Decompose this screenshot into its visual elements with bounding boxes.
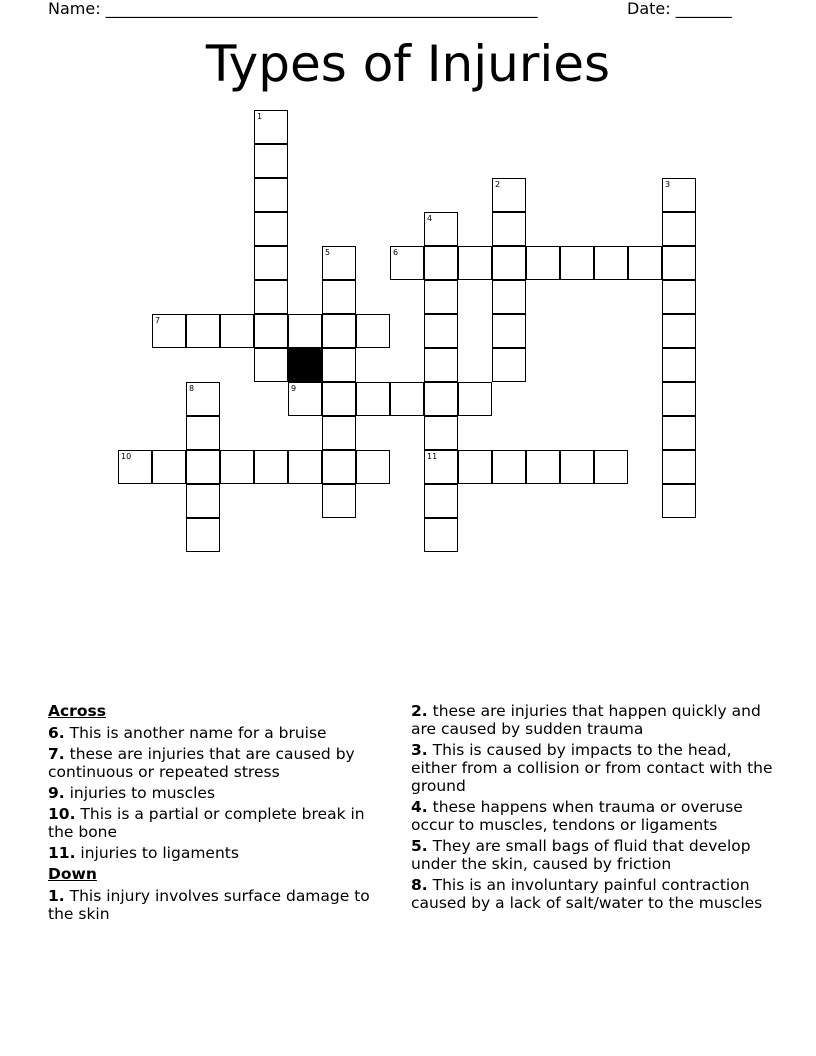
grid-cell[interactable]: [424, 484, 458, 518]
grid-cell[interactable]: [254, 246, 288, 280]
clue-number: 11.: [48, 844, 76, 862]
clue-number: 5.: [411, 837, 428, 855]
clue-number: 9.: [48, 784, 65, 802]
clue-down-4: [411, 798, 776, 834]
grid-cell[interactable]: [662, 246, 696, 280]
grid-cell[interactable]: [424, 246, 458, 280]
grid-cell[interactable]: [322, 246, 356, 280]
grid-cell[interactable]: [186, 382, 220, 416]
grid-cell[interactable]: [492, 280, 526, 314]
clue-down-8: [411, 876, 776, 912]
clue-text: They are small bags of fluid that develop under the skin, caused by friction: [411, 837, 751, 873]
grid-cell[interactable]: [492, 348, 526, 382]
grid-cell[interactable]: [254, 314, 288, 348]
clue-text: these happens when trauma or overuse occur to muscles, tendons or ligaments: [411, 798, 743, 834]
grid-cell[interactable]: [322, 280, 356, 314]
grid-cell[interactable]: [662, 212, 696, 246]
grid-cell[interactable]: [152, 450, 186, 484]
clue-number: 8.: [411, 876, 428, 894]
date-field[interactable]: Date: _______: [627, 0, 732, 18]
grid-cell[interactable]: [526, 450, 560, 484]
grid-cell[interactable]: [186, 416, 220, 450]
clue-number-label: 3: [665, 180, 671, 189]
grid-cell[interactable]: [254, 110, 288, 144]
grid-cell[interactable]: [424, 416, 458, 450]
grid-cell[interactable]: [390, 382, 424, 416]
grid-cell[interactable]: [220, 314, 254, 348]
clue-number: 7.: [48, 745, 65, 763]
page-title: Types of Injuries: [205, 35, 611, 93]
clue-text: This is caused by impacts to the head, either from a collision or from contact with the ground: [411, 741, 773, 795]
grid-cell[interactable]: [254, 348, 288, 382]
grid-cell[interactable]: [662, 382, 696, 416]
grid-cell[interactable]: [424, 382, 458, 416]
grid-cell[interactable]: [662, 178, 696, 212]
grid-cell[interactable]: [390, 246, 424, 280]
grid-cell[interactable]: [186, 484, 220, 518]
grid-cell[interactable]: [424, 212, 458, 246]
clue-across-11: [48, 844, 393, 862]
grid-cell[interactable]: [220, 450, 254, 484]
grid-cell[interactable]: [288, 314, 322, 348]
grid-cell[interactable]: [662, 280, 696, 314]
grid-cell[interactable]: [560, 450, 594, 484]
clue-across-7: [48, 745, 393, 781]
grid-cell[interactable]: [560, 246, 594, 280]
grid-cell[interactable]: [356, 450, 390, 484]
clue-number-label: 6: [393, 248, 399, 257]
clue-number-label: 10: [121, 452, 132, 461]
clue-number: 3.: [411, 741, 428, 759]
grid-cell[interactable]: [118, 450, 152, 484]
clue-number-label: 5: [325, 248, 331, 257]
grid-cell[interactable]: [186, 314, 220, 348]
clue-down-5: [411, 837, 776, 873]
grid-cell[interactable]: [322, 382, 356, 416]
grid-cell[interactable]: [186, 450, 220, 484]
grid-cell[interactable]: [628, 246, 662, 280]
clue-across-9: [48, 784, 393, 802]
clue-number-label: 7: [155, 316, 161, 325]
grid-cell[interactable]: [662, 484, 696, 518]
grid-cell[interactable]: [458, 246, 492, 280]
grid-cell[interactable]: [424, 348, 458, 382]
grid-cell[interactable]: [424, 518, 458, 552]
grid-cell[interactable]: [492, 212, 526, 246]
grid-cell[interactable]: [492, 314, 526, 348]
grid-cell[interactable]: [152, 314, 186, 348]
clue-text: This is a partial or complete break in the bone: [48, 805, 365, 841]
grid-cell[interactable]: [254, 450, 288, 484]
blocked-cell: [288, 348, 322, 382]
clue-across-10: [48, 805, 393, 841]
clue-across-6: [48, 724, 393, 742]
clue-number: 2.: [411, 702, 428, 720]
down-heading: Down: [48, 865, 97, 883]
grid-cell[interactable]: [662, 416, 696, 450]
grid-cell[interactable]: [254, 178, 288, 212]
grid-cell[interactable]: [254, 280, 288, 314]
grid-cell[interactable]: [254, 212, 288, 246]
grid-cell[interactable]: [526, 246, 560, 280]
grid-cell[interactable]: [288, 450, 322, 484]
clue-number: 10.: [48, 805, 76, 823]
clue-down-2: [411, 702, 776, 738]
clues-column-right: [411, 702, 776, 915]
grid-cell[interactable]: [594, 450, 628, 484]
grid-cell[interactable]: [424, 314, 458, 348]
grid-cell[interactable]: [322, 314, 356, 348]
clue-text: This is another name for a bruise: [69, 724, 327, 742]
clue-number-label: 8: [189, 384, 195, 393]
clue-text: injuries to ligaments: [80, 844, 239, 862]
clue-text: these are injuries that are caused by continuous or repeated stress: [48, 745, 355, 781]
clue-number-label: 4: [427, 214, 433, 223]
grid-cell[interactable]: [662, 314, 696, 348]
clues-column-left: [48, 702, 393, 926]
clue-down-3: [411, 741, 776, 795]
grid-cell[interactable]: [322, 450, 356, 484]
grid-cell[interactable]: [322, 484, 356, 518]
clue-number: 1.: [48, 887, 65, 905]
grid-cell[interactable]: [458, 450, 492, 484]
clue-number: 6.: [48, 724, 65, 742]
across-heading: Across: [48, 702, 106, 720]
clue-number-label: 2: [495, 180, 501, 189]
clue-text: This is an involuntary painful contraction caused by a lack of salt/water to the muscles: [411, 876, 763, 912]
grid-cell[interactable]: [594, 246, 628, 280]
grid-cell[interactable]: [424, 450, 458, 484]
name-field[interactable]: Name: ______________________________________________________: [48, 0, 538, 18]
clue-text: injuries to muscles: [69, 784, 216, 802]
clue-number-label: 1: [257, 112, 263, 121]
grid-cell[interactable]: [492, 246, 526, 280]
clue-number-label: 9: [291, 384, 297, 393]
clue-down-1: [48, 887, 393, 923]
grid-cell[interactable]: [322, 348, 356, 382]
grid-cell[interactable]: [424, 280, 458, 314]
grid-cell[interactable]: [186, 518, 220, 552]
grid-cell[interactable]: [322, 416, 356, 450]
grid-cell[interactable]: [492, 178, 526, 212]
grid-cell[interactable]: [662, 348, 696, 382]
grid-cell[interactable]: [356, 382, 390, 416]
clue-text: these are injuries that happen quickly and are caused by sudden trauma: [411, 702, 761, 738]
clue-text: This injury involves surface damage to the skin: [48, 887, 370, 923]
grid-cell[interactable]: [356, 314, 390, 348]
grid-cell[interactable]: [492, 450, 526, 484]
grid-cell[interactable]: [254, 144, 288, 178]
grid-cell[interactable]: [662, 450, 696, 484]
clue-number: 4.: [411, 798, 428, 816]
clue-number-label: 11: [427, 452, 438, 461]
grid-cell[interactable]: [458, 382, 492, 416]
grid-cell[interactable]: [288, 382, 322, 416]
